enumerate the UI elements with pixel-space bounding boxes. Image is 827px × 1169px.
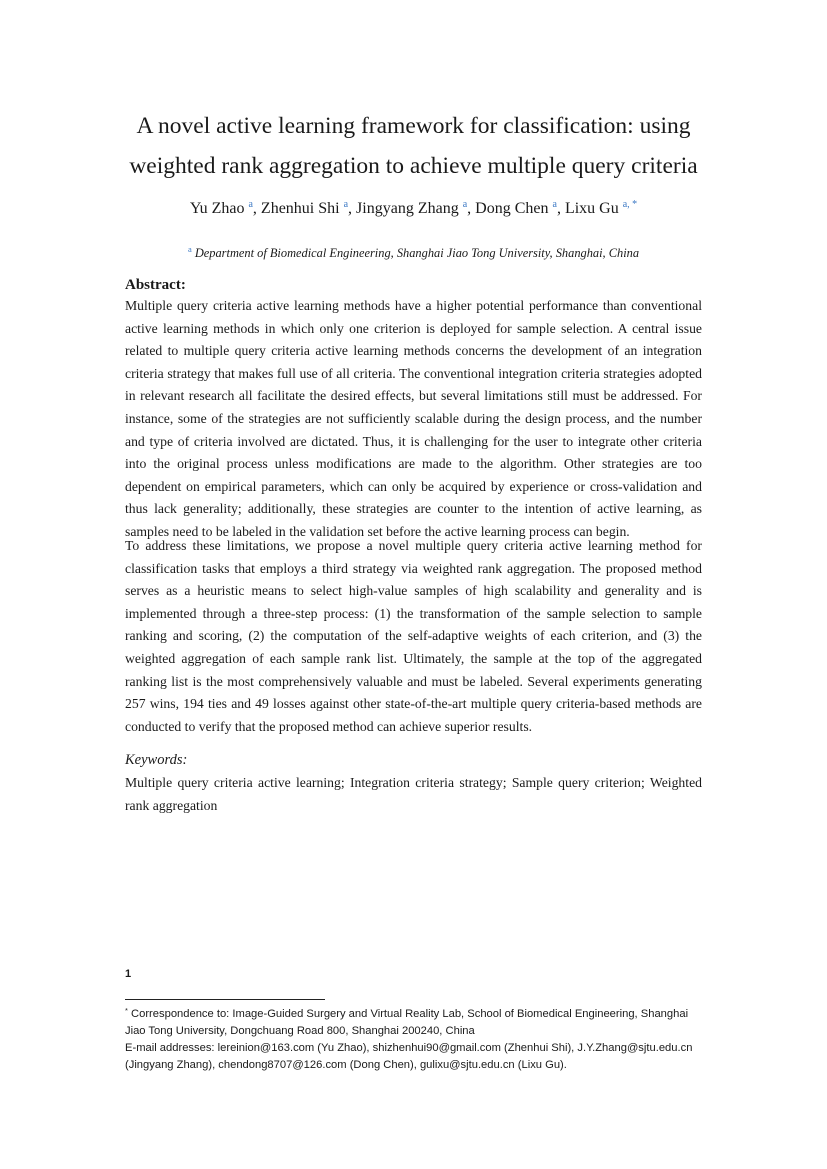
- footnote-emails: E-mail addresses: lereinion@163.com (Yu Zhao), shizhenhui90@gmail.com (Zhenhui Shi), J.Y.Zhang@sjtu.edu.cn (Jingyang Zhang), chendong8707@126.com (Dong Chen), gulixu@sjtu.edu.cn (Lixu Gu).: [125, 1042, 693, 1071]
- footnote-divider: [125, 999, 325, 1000]
- author-name: Jingyang Zhang: [356, 200, 459, 217]
- author-separator: ,: [556, 200, 565, 217]
- author-name: Zhenhui Shi: [260, 200, 340, 217]
- author-name: Dong Chen: [475, 200, 549, 217]
- author-name: Lixu Gu: [564, 200, 619, 217]
- paper-title-line-2: weighted rank aggregation to achieve multiple query criteria: [129, 153, 698, 179]
- author-separator: ,: [467, 200, 476, 217]
- affiliation: [0, 246, 827, 261]
- author-separator: ,: [252, 200, 261, 217]
- author-affiliation-mark[interactable]: a: [552, 199, 557, 210]
- author-list: [0, 200, 827, 218]
- author-name: Yu Zhao: [189, 200, 245, 217]
- affiliation-mark: a: [187, 244, 192, 254]
- author-affiliation-mark[interactable]: a: [248, 199, 253, 210]
- footnote-correspondence: [125, 1006, 702, 1040]
- author-affiliation-mark[interactable]: a: [462, 199, 468, 210]
- abstract-paragraph-2: To address these limitations, we propose a novel multiple query criteria active learning method for classification tasks that employs a third strategy via weighted rank aggregation. The proposed method serves as a heuristic means to select high-value samples of high scalability and generality and is implemented through a three-step process: (1) the transformation of the sample selection to sample ranking and scoring, (2) the computation of the self-adaptive weights of each criterion, and (3) the weighted aggregation of each sample rank list. Ultimately, the sample at the top of the aggregated ranking list is the most comprehensively valuable and must be labeled. Several experiments generating 257 wins, 194 ties and 49 losses against other state-of-the-art multiple query criteria-based methods are conducted to verify that the proposed method can achieve superior results.: [125, 538, 702, 734]
- footnote-correspondence-text: Correspondence to: Image-Guided Surgery and Virtual Reality Lab, School of Biomedical Engineering, Shanghai Jiao Tong University, Dongchuang Road 800, Shanghai 200240, China: [125, 1008, 689, 1037]
- keywords-text: Multiple query criteria active learning; Integration criteria strategy; Sample query criterion; Weighted rank aggregation: [125, 775, 702, 813]
- abstract-heading: Abstract:: [125, 277, 186, 293]
- author-separator: ,: [348, 200, 357, 217]
- abstract-paragraph-1: Multiple query criteria active learning methods have a higher potential performance than conventional active learning methods in which only one criterion is deployed for sample selection. A central issue related to multiple query criteria active learning methods concerns the development of an integration criteria strategy that makes full use of all criteria. The conventional integration criteria strategies adopted in relevant research all facilitate the desired effects, but several limitations still must be addressed. For instance, some of the strategies are not sufficiently scalable during the design process, and the number and type of criteria involved are dictated. Thus, it is challenging for the user to integrate other criteria into the original process unless modifications are made to the algorithm. Other strategies are too dependent on empirical parameters, which can only be acquired by experience or cross-validation and thus lack generality; additionally, these strategies are counter to the intention of active learning, as samples need to be labeled in the validation set before the active learning process can begin.: [125, 298, 702, 539]
- keywords-heading: Keywords:: [125, 752, 188, 768]
- author-affiliation-mark[interactable]: a, *: [622, 199, 638, 210]
- affiliation-text: Department of Biomedical Engineering, Shanghai Jiao Tong University, Shanghai, China: [194, 246, 640, 260]
- paper-title-line-1: A novel active learning framework for classification: using: [136, 113, 691, 139]
- footnote-mark: *: [125, 1006, 128, 1015]
- page-number: 1: [125, 968, 132, 980]
- footnote: [125, 1006, 702, 1074]
- author-affiliation-mark[interactable]: a: [343, 199, 349, 210]
